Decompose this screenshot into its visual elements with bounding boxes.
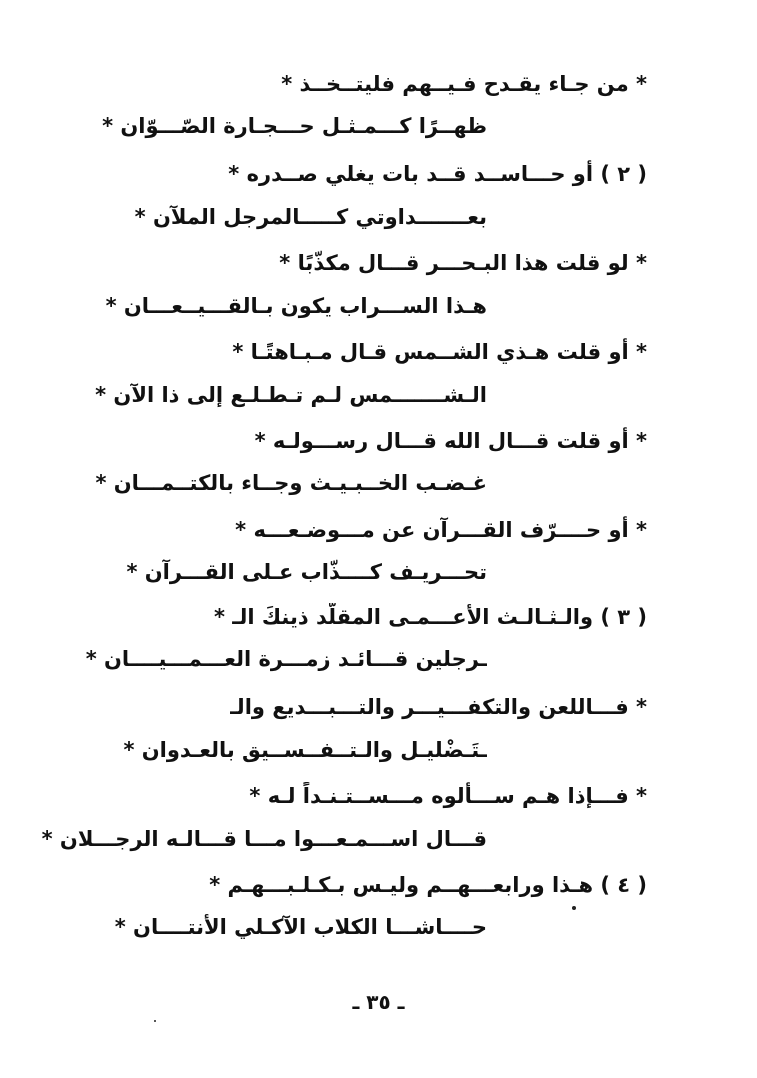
page-number: ـ ٣٥ ـ (352, 990, 405, 1014)
ink-speck (572, 906, 576, 910)
verse-3-second-hemistich: هـذا الســـراب يكون بـالقـــيــعـــان * (105, 294, 487, 318)
verse-10-second-hemistich: حــــاشـــا الكلاب الآكـلي الأنتــــان * (114, 915, 487, 939)
verse-4-second-hemistich: الـشـــــــمس لـم تـطـلـع إلى ذا الآن * (95, 383, 487, 407)
verse-5-first-hemistich: * أو قلت قـــال الله قـــال رســـولـه * (254, 429, 647, 453)
verse-4-first-hemistich: * أو قلت هـذي الشــمس قـال مـبـاهتًـا * (232, 340, 647, 364)
ink-speck (154, 1020, 156, 1022)
verse-9-first-hemistich: * فـــإذا هـم ســـألوه مـــســتـنـداً لـه * (249, 784, 647, 808)
verse-7-second-hemistich: ـرجلين قـــائـد زمـــرة العـــمـــيــــان * (85, 647, 487, 671)
verse-2-second-hemistich: بعـــــــداوتي كـــــالمرجل الملآن * (134, 205, 487, 229)
verse-1-second-hemistich: ظهــرًا كـــمـثـل حـــجـارة الصّـــوّان * (102, 114, 487, 138)
verse-10-first-hemistich: ( ٤ ) هـذا ورابعـــهــم وليـس بـكـلـبـــهـم * (209, 873, 647, 897)
verse-8-second-hemistich: ـتَـضْليـل والـتــفــســيق بالعـدوان * (123, 738, 487, 762)
verse-3-first-hemistich: * لو قلت هذا البـحـــر قـــال مكذّبًا * (279, 251, 647, 275)
verse-5-second-hemistich: غـضـب الخــبـيـث وجــاء بالكتــمـــان * (95, 471, 487, 495)
verse-8-first-hemistich: * فـــاللعن والتكفـــيـــر والتـــبـــديع والـ (229, 695, 647, 719)
verse-9-second-hemistich: قـــال اســـمـعـــوا مـــا قـــالـه الرجـــلان * (41, 827, 487, 851)
verse-1-first-hemistich: * من جـاء يقـدح فـيــهم فليتــخــذ * (281, 72, 647, 96)
verse-6-second-hemistich: تحـــريـف كــــذّاب عـلى القـــرآن * (126, 560, 487, 584)
verse-6-first-hemistich: * أو حــــرّف القـــرآن عن مـــوضـعـــه * (235, 518, 647, 542)
verse-2-first-hemistich: ( ٢ ) أو حـــاســد قــد بات يغلي صــدره * (228, 162, 647, 186)
verse-7-first-hemistich: ( ٣ ) والـثـالـث الأعـــمـى المقلّد ذينكَ الـ * (214, 605, 647, 629)
